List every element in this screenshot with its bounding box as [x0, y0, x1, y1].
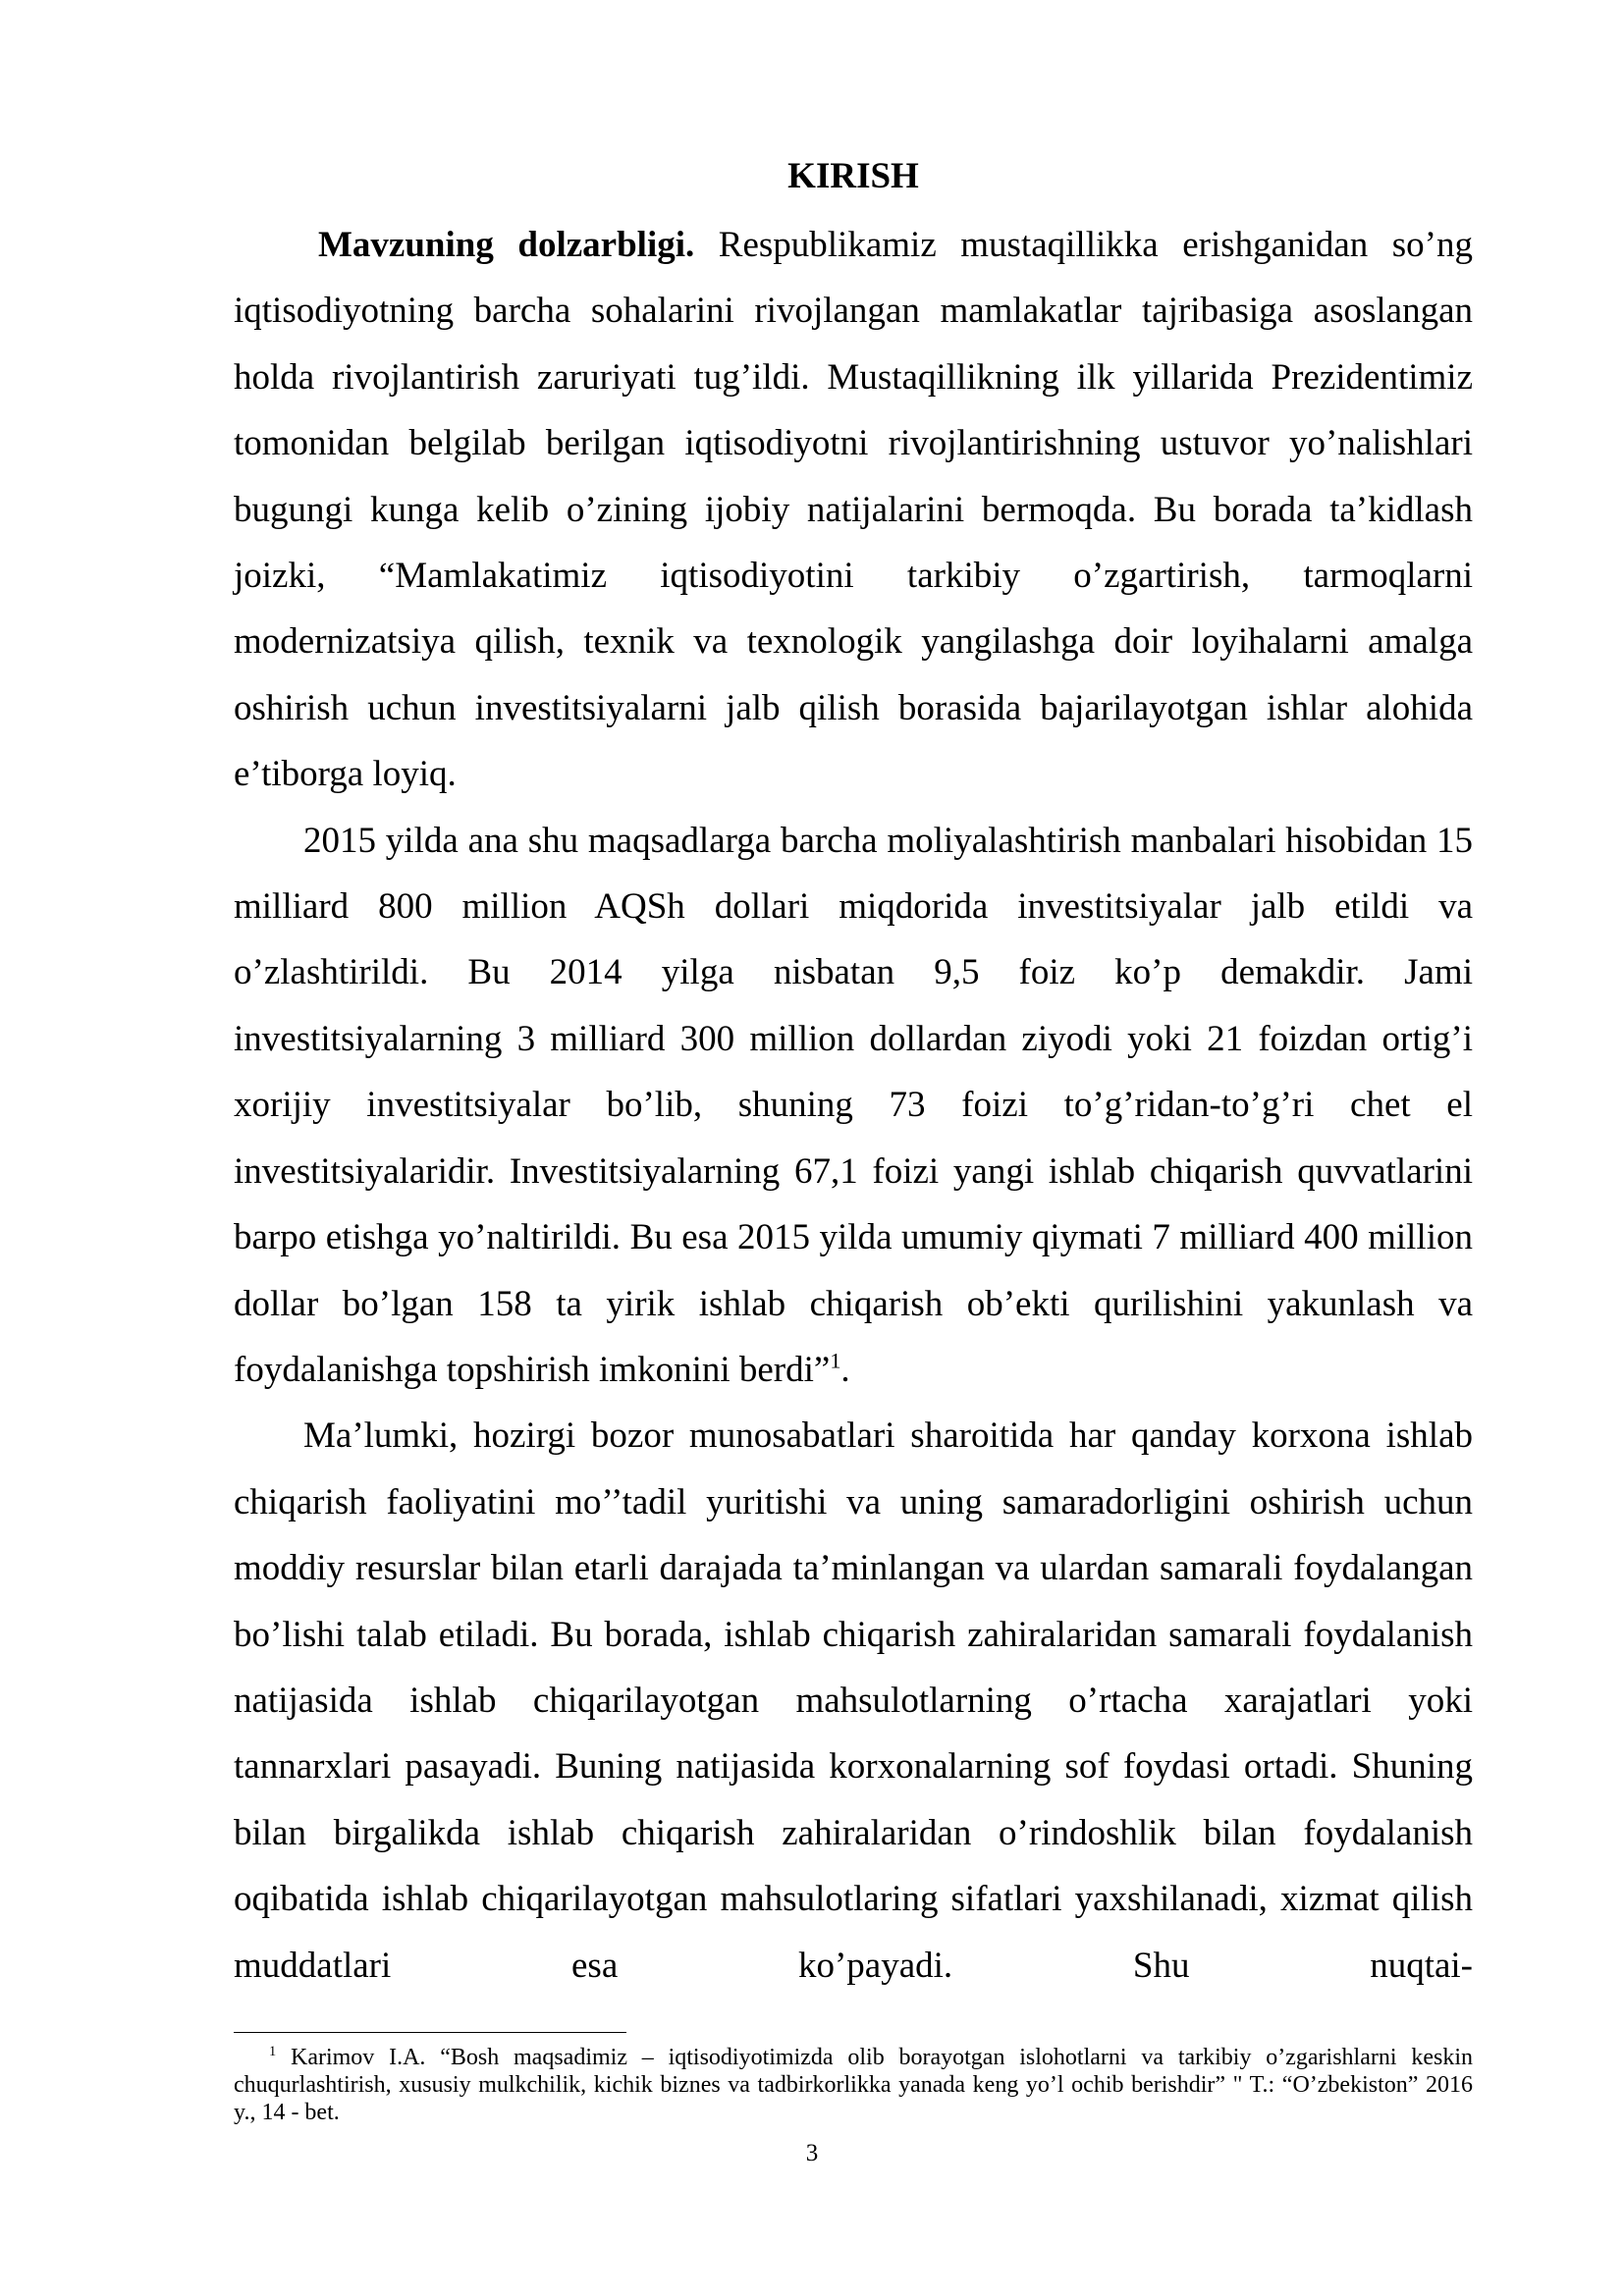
- paragraph-text: Ma’lumki, hozirgi bozor munosabatlari sharoitida har qanday korxona ishlab chiqarish faoliyatini mo’’tadil yuritishi va uning samaradorligini oshirish uchun moddiy resurslar bilan etarli darajada ta’minlangan va ulardan samarali foydalangan bo’lishi talab etiladi. Bu borada, ishlab chiqarish zahiralaridan samarali foydalanish natijasida ishlab chiqarilayotgan mahsulotlarning o’rtacha xarajatlari yoki tannarxlari pasayadi. Buning natijasida korxonalarning sof foydasi ortadi. Shuning bilan birgalikda ishlab chiqarish zahiralaridan o’rindoshlik bilan foydalanish oqibatida ishlab chiqarilayotgan mahsulotlaring sifatlari yaxshilanadi, xizmat qilish muddatlari esa ko’payadi. Shu nuqtai-: [234, 1415, 1473, 1986]
- paragraph-text: 2015 yilda ana shu maqsadlarga barcha moliyalashtirish manbalari hisobidan 15 milliard 800 million AQSh dollari miqdorida investitsiyalar jalb etildi va o’zlashtirildi. Bu 2014 yilga nisbatan 9,5 foiz ko’p demakdir. Jami investitsiyalarning 3 milliard 300 million dollardan ziyodi yoki 21 foizdan ortig’i xorijiy investitsiyalar bo’lib, shuning 73 foizi to’g’ridan-to’g’ri chet el investitsiyalaridir. Investitsiyalarning 67,1 foizi yangi ishlab chiqarish quvvatlarini barpo etishga yo’naltirildi. Bu esa 2015 yilda umumiy qiymati 7 milliard 400 million dollar bo’lgan 158 ta yirik ishlab chiqarish ob’ekti qurilishini yakunlash va foydalanishga topshirish imkonini berdi”: [234, 820, 1473, 1390]
- footnote: [234, 2044, 1473, 2126]
- paragraph-investments: [234, 808, 1473, 1404]
- body-text: [234, 212, 1473, 1999]
- paragraph-lead: Mavzuning dolzarbligi.: [318, 225, 695, 265]
- page-heading: KIRISH: [787, 156, 919, 196]
- footnote-number: 1: [269, 2044, 277, 2059]
- footnote-reference[interactable]: 1: [830, 1348, 841, 1373]
- paragraph-resources: [234, 1403, 1473, 1999]
- paragraph-relevance: [234, 212, 1473, 808]
- paragraph-text: Respublikamiz mustaqillikka erishganidan so’ng iqtisodiyotning barcha sohalarini rivojlangan mamlakatlar tajribasiga asoslangan holda rivojlantirish zaruriyati tug’ildi. Mustaqillikning ilk yillarida Prezidentimiz tomonidan belgilab berilgan iqtisodiyotni rivojlantirishning ustuvor yo’nalishlari bugungi kunga kelib o’zining ijobiy natijalarini bermoqda. Bu borada ta’kidlash joizki, “Mamlakatimiz iqtisodiyotini tarkibiy o’zgartirish, tarmoqlarni modernizatsiya qilish, texnik va texnologik yangilashga doir loyihalarni amalga oshirish uchun investitsiyalarni jalb qilish borasida bajarilayotgan ishlar alohida e’tiborga loyiq.: [234, 225, 1473, 795]
- footnote-separator: [234, 2032, 626, 2033]
- page-number: 3: [805, 2140, 819, 2166]
- paragraph-tail: .: [840, 1349, 850, 1390]
- footnote-text: Karimov I.A. “Bosh maqsadimiz – iqtisodiyotimizda olib borayotgan islohotlarni va tarkibiy o’zgarishlarni keskin chuqurlashtirish, xususiy mulkchilik, kichik biznes va tadbirkorlikka yanada keng yo’l ochib berishdir” " T.: “O’zbekiston” 2016 y., 14 - bet.: [234, 2045, 1473, 2125]
